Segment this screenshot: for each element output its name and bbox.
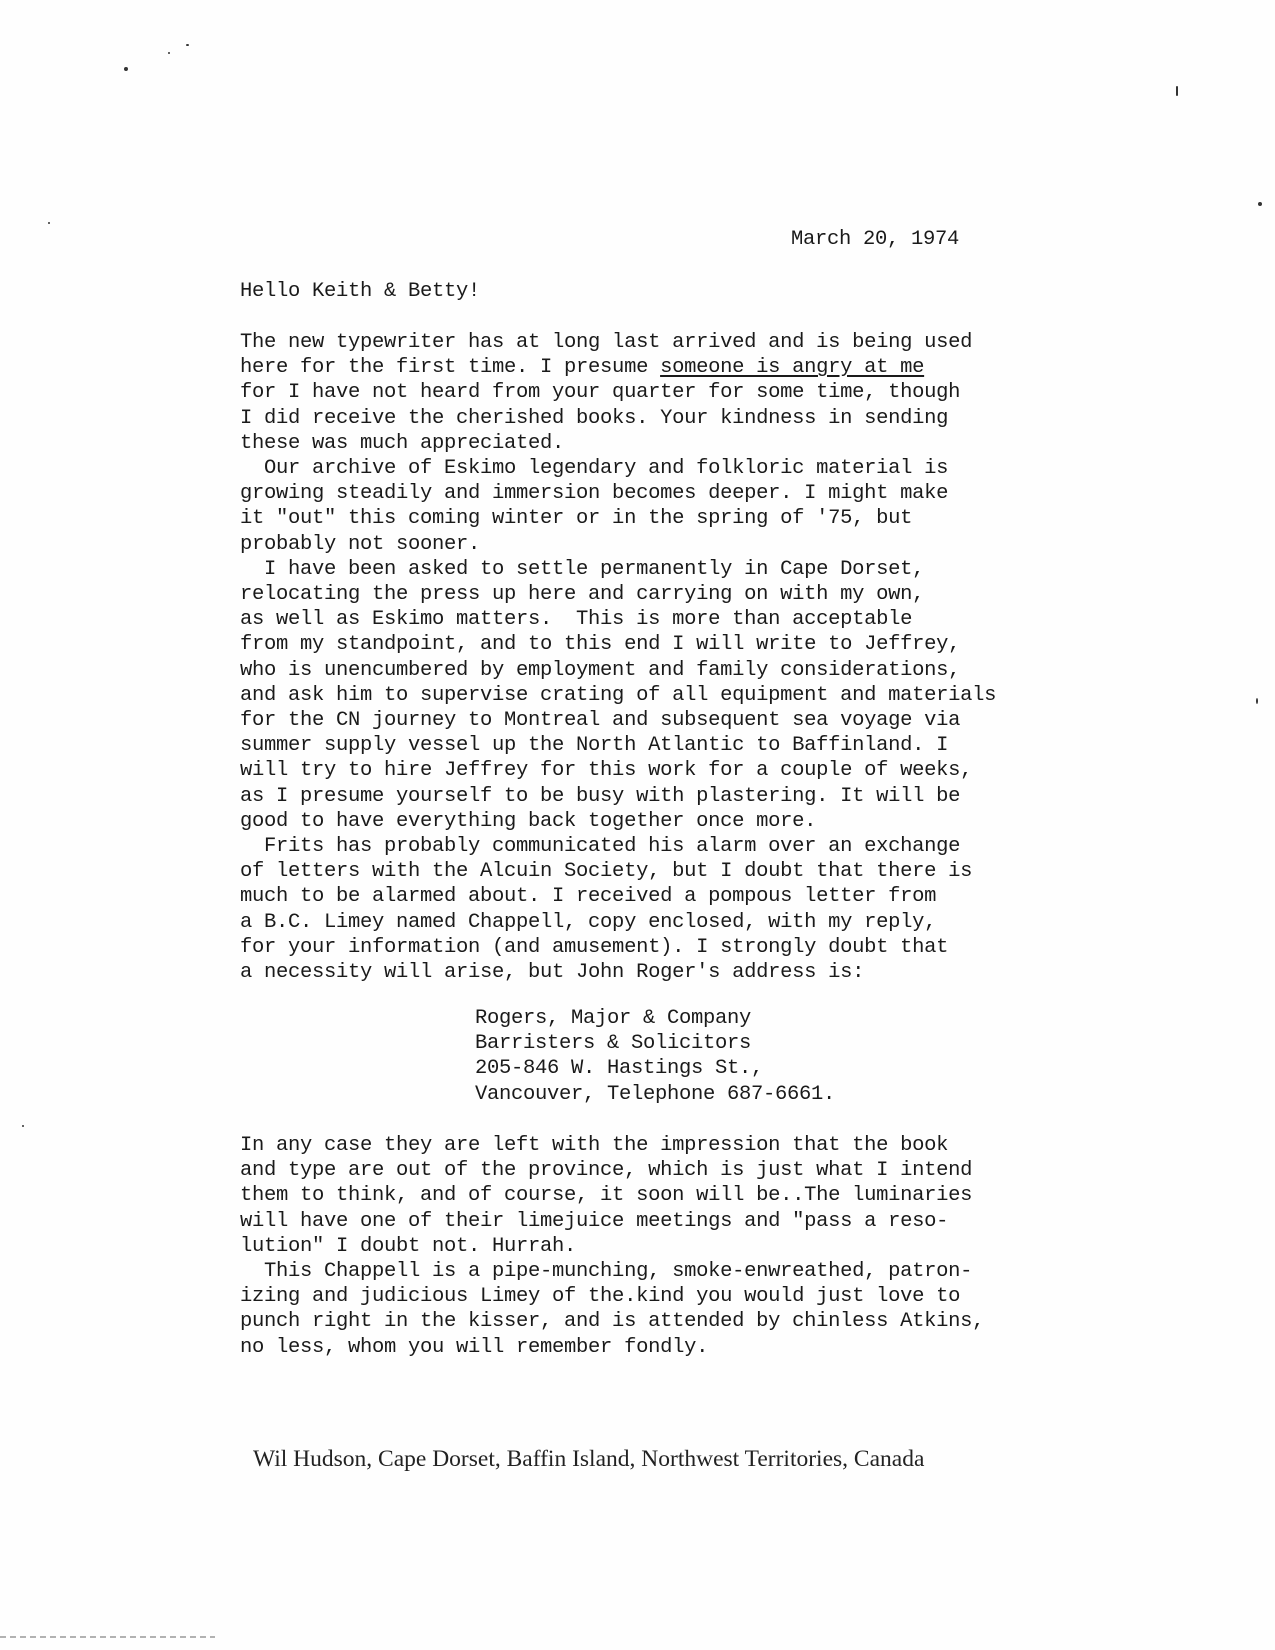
scan-speck	[1258, 202, 1262, 206]
scan-speck	[1176, 86, 1178, 96]
body-text: The new typewriter has at long last arrived and is being used here for the first time. I presume	[240, 331, 973, 380]
address-block: Rogers, Major & Company Barristers & Solicitors 205-846 W. Hastings St., Vancouver, Telephone 687-6661.	[475, 1007, 836, 1106]
scan-speck	[168, 52, 170, 54]
salutation: Hello Keith & Betty!	[240, 280, 481, 303]
scan-speck	[48, 222, 50, 224]
body-text-continued: for I have not heard from your quarter for some time, though I did receive the cherished books. Your kindness in sending these was much appreciated. Our archive of Eskimo legendary and folkloric material is growing steadily and immersion becomes deeper. I might make it "out" this coming winter or in the spring of '75, but probably not sooner. I have been asked to settle permanently in Cape Dorset, relocating the press up here and carrying on with my own, as well as Eskimo matters. This is more than acceptable from my standpoint, and to this end I will write to Jeffrey, who is unencumbered by employment and family considerations, and ask him to supervise crating of all equipment and materials for the CN journey to Montreal and subsequent sea voyage via summer supply vessel up the North Atlantic to Baffinland. I will try to hire Jeffrey for this work for a couple of weeks, as I presume yourself to be busy with plastering. It will be good to have everything back together once more. Frits has probably communicated his alarm over an exchange of letters with the Alcuin Society, but I doubt that there is much to be alarmed about. I received a pompous letter from a B.C. Limey named Chappell, copy enclosed, with my reply, for your information (and amusement). I strongly doubt that a necessity will arise, but John Roger's address is:	[240, 381, 997, 985]
scan-speck	[124, 67, 128, 71]
letterhead-footer: Wil Hudson, Cape Dorset, Baffin Island, Northwest Territories, Canada	[253, 1446, 925, 1472]
scan-speck	[22, 1125, 24, 1127]
scan-speck	[1256, 698, 1258, 704]
underlined-phrase: someone is angry at me	[660, 356, 925, 380]
scan-speck	[186, 44, 189, 46]
letter-date: March 20, 1974	[791, 228, 960, 251]
letter-body-part-1	[240, 330, 996, 985]
letter-body-part-2: In any case they are left with the impression that the book and type are out of the province, which is just what I intend them to think, and of course, it soon will be..The luminaries will have one of their limejuice meetings and "pass a reso- lution" I doubt not. Hurrah. This Chappell is a pipe-munching, smoke-enwreathed, patron- izing and judicious Limey of the.kind you would just love to punch right in the kisser, and is attended by chinless Atkins, no less, whom you will remember fondly.	[240, 1134, 985, 1359]
scan-edge-artifact	[0, 1636, 215, 1638]
